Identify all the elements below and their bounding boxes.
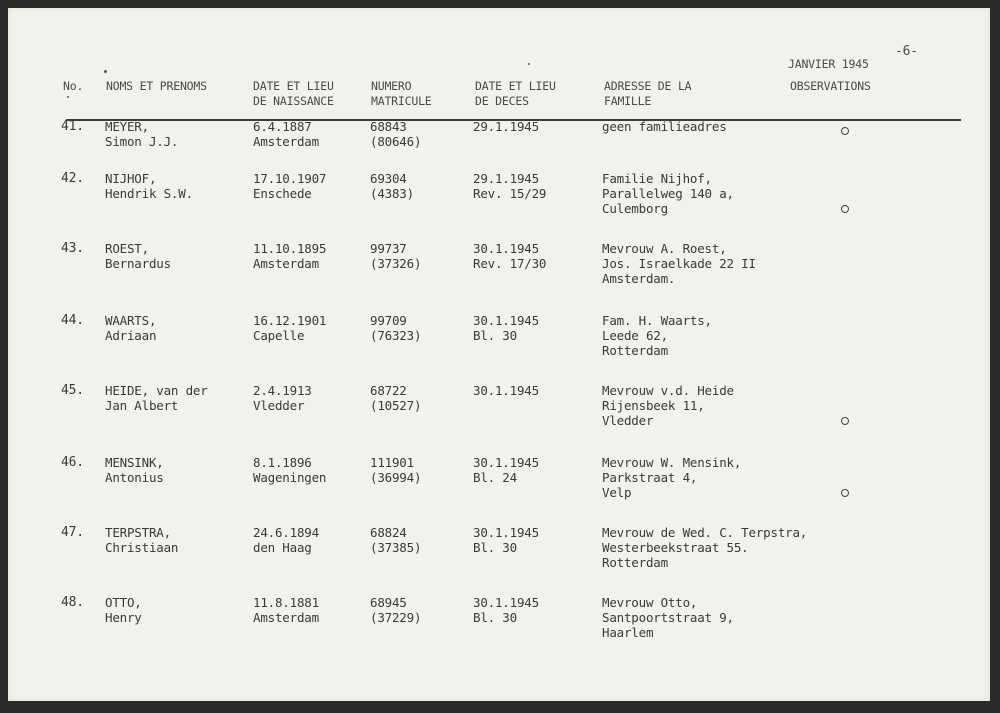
entry-surname: NIJHOF, <box>105 171 157 186</box>
entry-given-names: Antonius <box>105 470 164 485</box>
observation-mark <box>841 127 849 135</box>
ink-speck <box>528 63 530 65</box>
entry-number: 45. <box>61 383 84 398</box>
entry-surname: TERPSTRA, <box>105 525 171 540</box>
entry-address-line3: Culemborg <box>602 201 668 216</box>
entry-given-names: Adriaan <box>105 328 157 343</box>
entry-matricule: 68843 <box>370 119 407 134</box>
entry-surname: OTTO, <box>105 595 142 610</box>
entry-matricule-alt: (37326) <box>370 256 422 271</box>
header-birth-line2: DE NAISSANCE <box>253 94 334 108</box>
entry-surname: HEIDE, van der <box>105 383 208 398</box>
entry-matricule: 68945 <box>370 595 407 610</box>
entry-given-names: Henry <box>105 610 142 625</box>
header-no: No. <box>63 79 84 93</box>
entry-number: 41. <box>61 119 84 134</box>
entry-birth-place: den Haag <box>253 540 312 555</box>
entry-surname: WAARTS, <box>105 313 157 328</box>
entry-death-date: 30.1.1945 <box>473 383 539 398</box>
entry-birth-date: 17.10.1907 <box>253 171 327 186</box>
entry-death-date: 29.1.1945 <box>473 119 539 134</box>
entry-address-line1: Mevrouw A. Roest, <box>602 241 727 256</box>
entry-address-line3: Rotterdam <box>602 343 668 358</box>
entry-matricule-alt: (37385) <box>370 540 422 555</box>
entry-birth-date: 6.4.1887 <box>253 119 312 134</box>
entry-number: 46. <box>61 455 84 470</box>
entry-death-date: 30.1.1945 <box>473 595 539 610</box>
entry-matricule: 99737 <box>370 241 407 256</box>
entry-address-line1: Mevrouw Otto, <box>602 595 698 610</box>
entry-matricule: 69304 <box>370 171 407 186</box>
entry-address-line2: Westerbeekstraat 55. <box>602 540 749 555</box>
document-page <box>8 8 990 701</box>
header-death-line1: DATE ET LIEU <box>475 79 556 93</box>
entry-address-line3: Velp <box>602 485 632 500</box>
ink-speck <box>67 96 69 98</box>
entry-given-names: Hendrik S.W. <box>105 186 193 201</box>
entry-death-place: Rev. 15/29 <box>473 186 547 201</box>
entry-death-place: Bl. 30 <box>473 610 517 625</box>
entry-surname: ROEST, <box>105 241 149 256</box>
entry-birth-place: Amsterdam <box>253 256 319 271</box>
entry-address-line1: Fam. H. Waarts, <box>602 313 712 328</box>
entry-given-names: Bernardus <box>105 256 171 271</box>
entry-address-line1: Mevrouw de Wed. C. Terpstra, <box>602 525 808 540</box>
entry-birth-date: 8.1.1896 <box>253 455 312 470</box>
entry-address-line2: Leede 62, <box>602 328 668 343</box>
entry-matricule-alt: (80646) <box>370 134 422 149</box>
entry-birth-place: Vledder <box>253 398 305 413</box>
entry-address-line3: Rotterdam <box>602 555 668 570</box>
entry-birth-place: Amsterdam <box>253 134 319 149</box>
header-address-line1: ADRESSE DE LA <box>604 79 692 93</box>
entry-birth-date: 11.8.1881 <box>253 595 319 610</box>
entry-matricule-alt: (36994) <box>370 470 422 485</box>
entry-number: 42. <box>61 171 84 186</box>
entry-address-line2: Rijensbeek 11, <box>602 398 705 413</box>
entry-death-date: 30.1.1945 <box>473 313 539 328</box>
observation-mark <box>841 489 849 497</box>
entry-matricule-alt: (10527) <box>370 398 422 413</box>
entry-birth-place: Amsterdam <box>253 610 319 625</box>
entry-matricule-alt: (4383) <box>370 186 414 201</box>
entry-birth-date: 2.4.1913 <box>253 383 312 398</box>
entry-given-names: Simon J.J. <box>105 134 179 149</box>
entry-matricule-alt: (37229) <box>370 610 422 625</box>
entry-given-names: Jan Albert <box>105 398 179 413</box>
entry-given-names: Christiaan <box>105 540 179 555</box>
ink-speck <box>104 70 107 73</box>
entry-number: 43. <box>61 241 84 256</box>
entry-matricule: 68722 <box>370 383 407 398</box>
entry-death-date: 30.1.1945 <box>473 455 539 470</box>
entry-address-line3: Vledder <box>602 413 654 428</box>
header-address-line2: FAMILLE <box>604 94 652 108</box>
month-year: JANVIER 1945 <box>788 57 869 71</box>
entry-death-date: 29.1.1945 <box>473 171 539 186</box>
entry-birth-place: Wageningen <box>253 470 327 485</box>
entry-birth-date: 11.10.1895 <box>253 241 327 256</box>
entry-surname: MENSINK, <box>105 455 164 470</box>
entry-death-date: 30.1.1945 <box>473 241 539 256</box>
entry-birth-place: Enschede <box>253 186 312 201</box>
observation-mark <box>841 417 849 425</box>
entry-address-line1: Familie Nijhof, <box>602 171 712 186</box>
entry-address-line2: Santpoortstraat 9, <box>602 610 734 625</box>
entry-number: 44. <box>61 313 84 328</box>
entry-birth-date: 16.12.1901 <box>253 313 327 328</box>
entry-birth-place: Capelle <box>253 328 305 343</box>
entry-birth-date: 24.6.1894 <box>253 525 319 540</box>
page-number: -6- <box>895 44 918 59</box>
entry-address-line1: Mevrouw v.d. Heide <box>602 383 734 398</box>
entry-address-line1: Mevrouw W. Mensink, <box>602 455 742 470</box>
entry-death-place: Rev. 17/30 <box>473 256 547 271</box>
entry-surname: MEYER, <box>105 119 149 134</box>
header-death-line2: DE DECES <box>475 94 529 108</box>
entry-death-date: 30.1.1945 <box>473 525 539 540</box>
entry-death-place: Bl. 30 <box>473 328 517 343</box>
header-birth-line1: DATE ET LIEU <box>253 79 334 93</box>
entry-matricule: 111901 <box>370 455 414 470</box>
entry-address-line1: geen familieadres <box>602 119 727 134</box>
entry-address-line2: Parkstraat 4, <box>602 470 698 485</box>
observation-mark <box>841 205 849 213</box>
entry-death-place: Bl. 30 <box>473 540 517 555</box>
header-name: NOMS ET PRENOMS <box>106 79 207 93</box>
entry-address-line3: Haarlem <box>602 625 654 640</box>
entry-death-place: Bl. 24 <box>473 470 517 485</box>
header-matricule-line1: NUMERO <box>371 79 412 93</box>
header-matricule-line2: MATRICULE <box>371 94 432 108</box>
entry-number: 47. <box>61 525 84 540</box>
entry-address-line2: Jos. Israelkade 22 II <box>602 256 756 271</box>
entry-number: 48. <box>61 595 84 610</box>
entry-matricule: 68824 <box>370 525 407 540</box>
entry-matricule-alt: (76323) <box>370 328 422 343</box>
header-observations: OBSERVATIONS <box>790 79 871 93</box>
entry-address-line2: Parallelweg 140 a, <box>602 186 734 201</box>
entry-matricule: 99709 <box>370 313 407 328</box>
entry-address-line3: Amsterdam. <box>602 271 676 286</box>
